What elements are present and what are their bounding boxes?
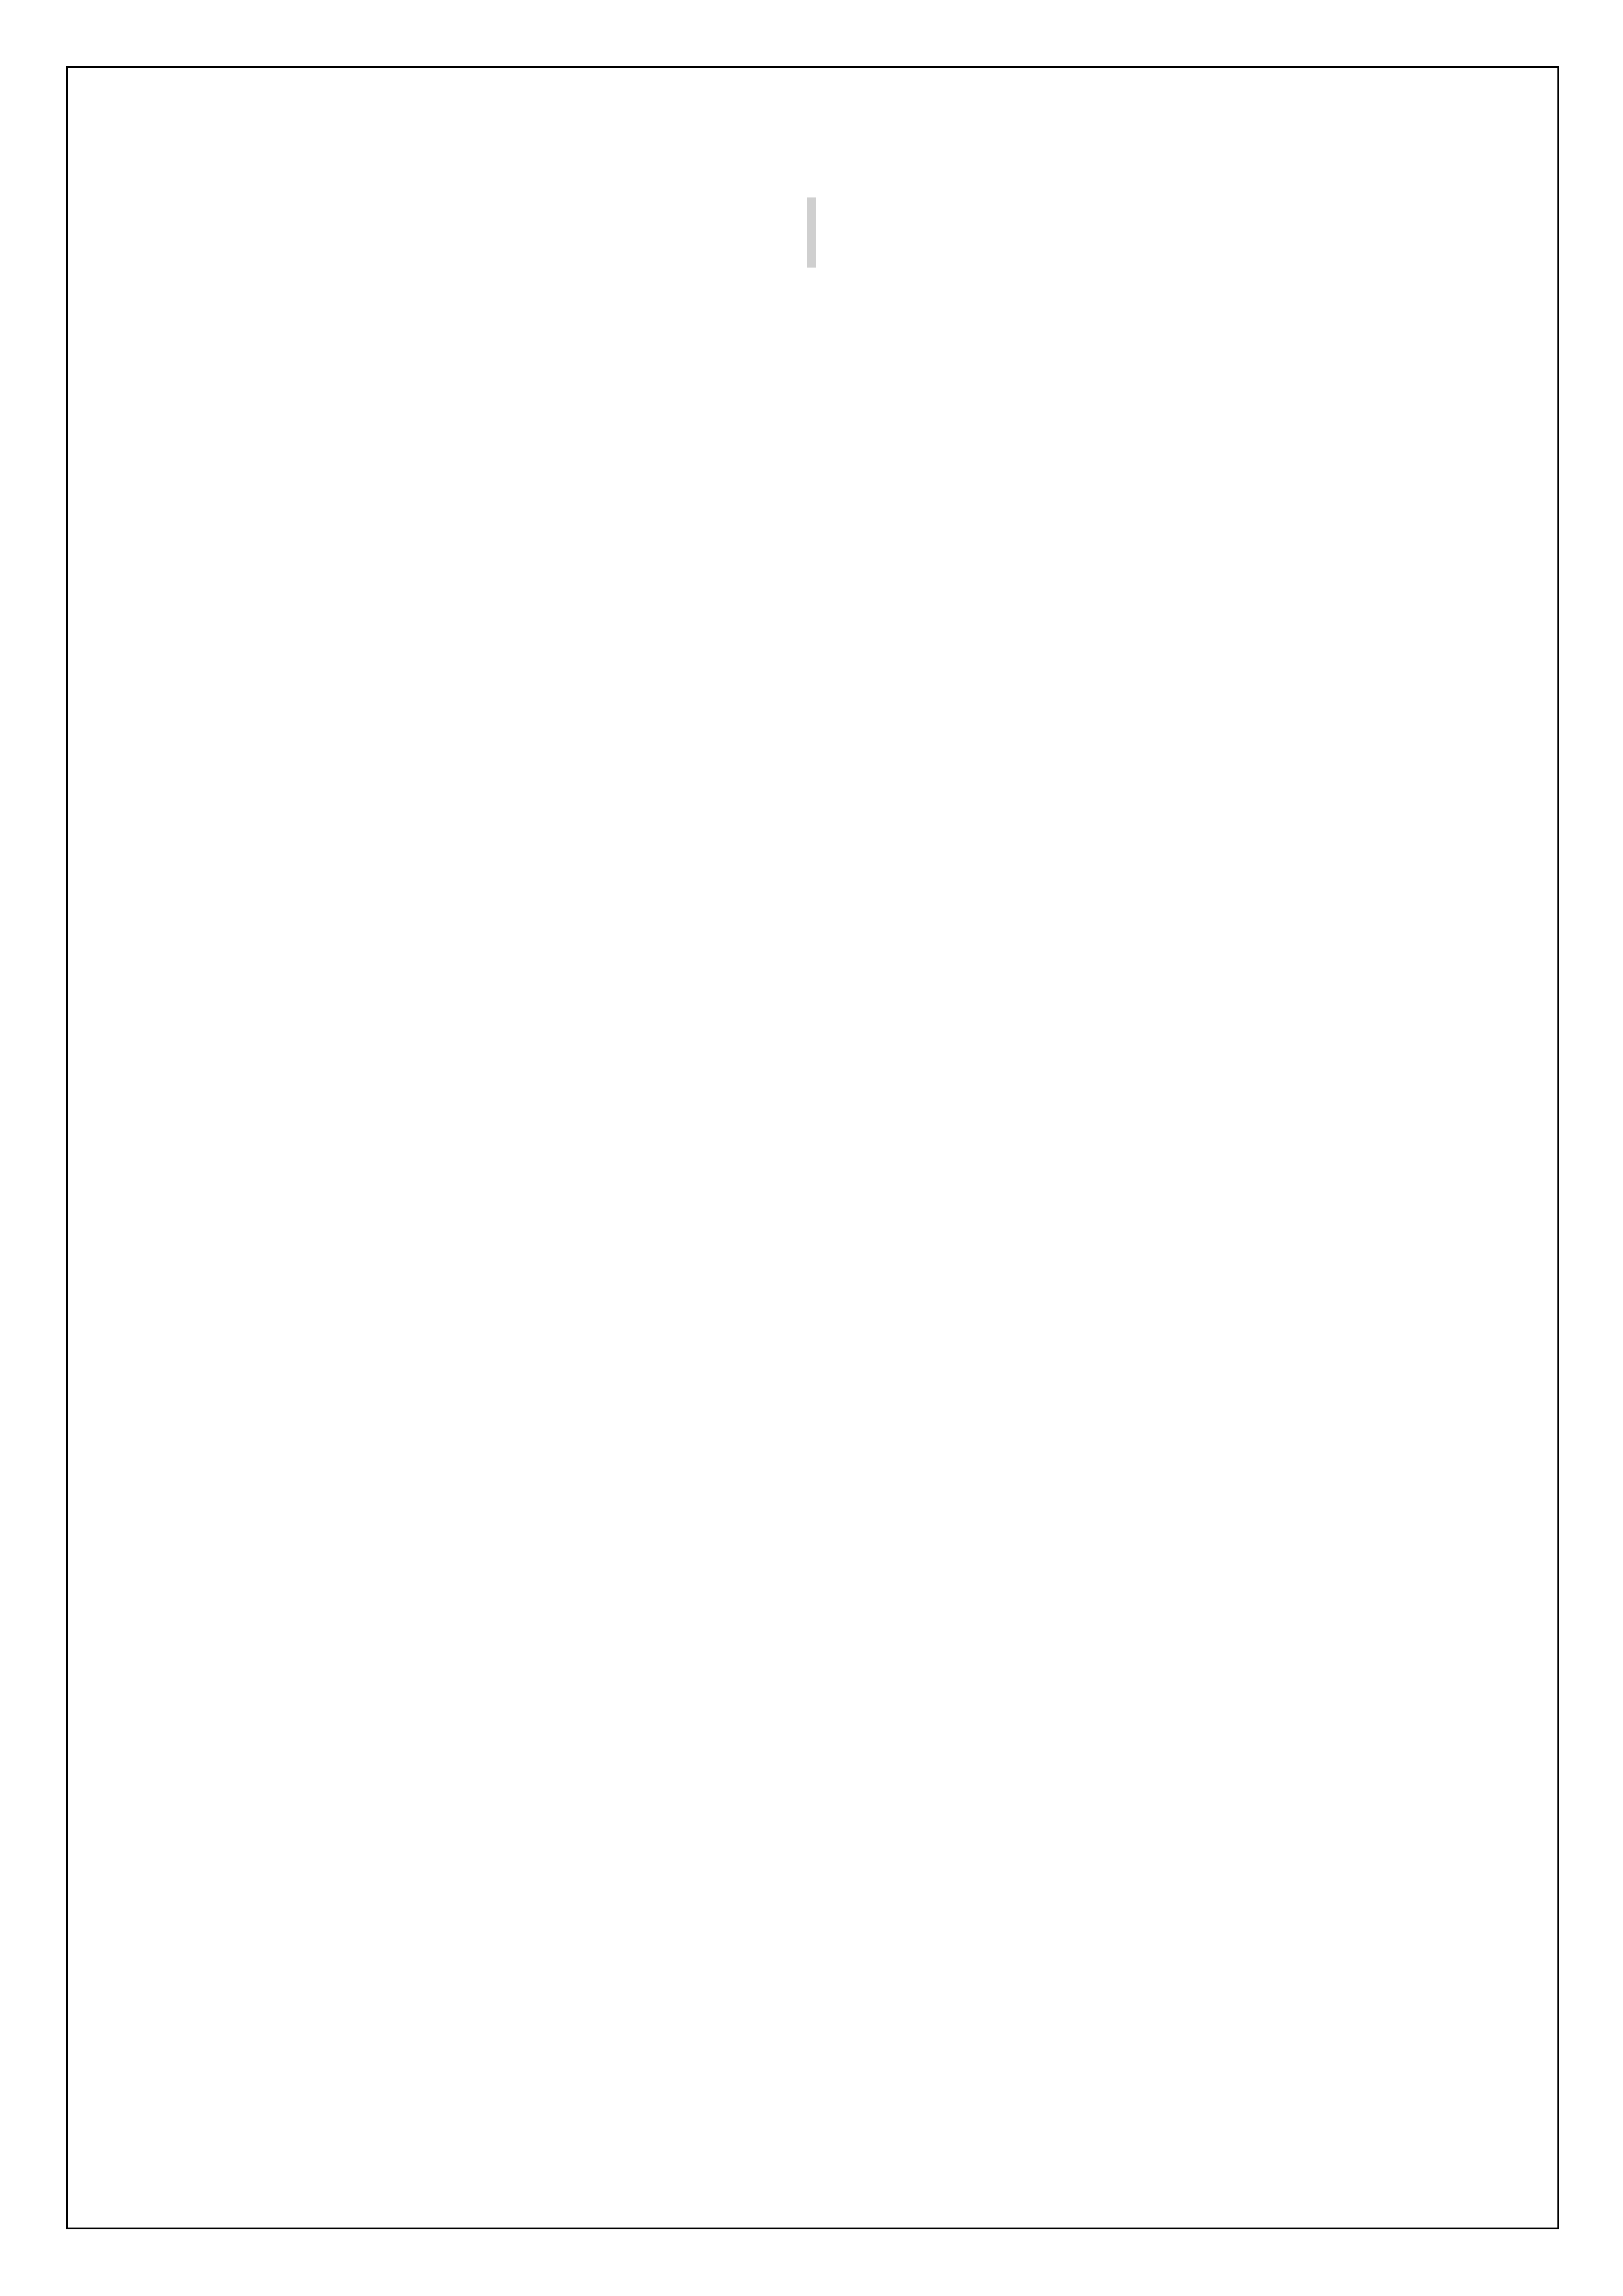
- document-title: [0, 196, 1623, 269]
- document-body: [199, 311, 1424, 421]
- paragraph-spacer: [199, 311, 1424, 421]
- document-title-text: [807, 197, 816, 268]
